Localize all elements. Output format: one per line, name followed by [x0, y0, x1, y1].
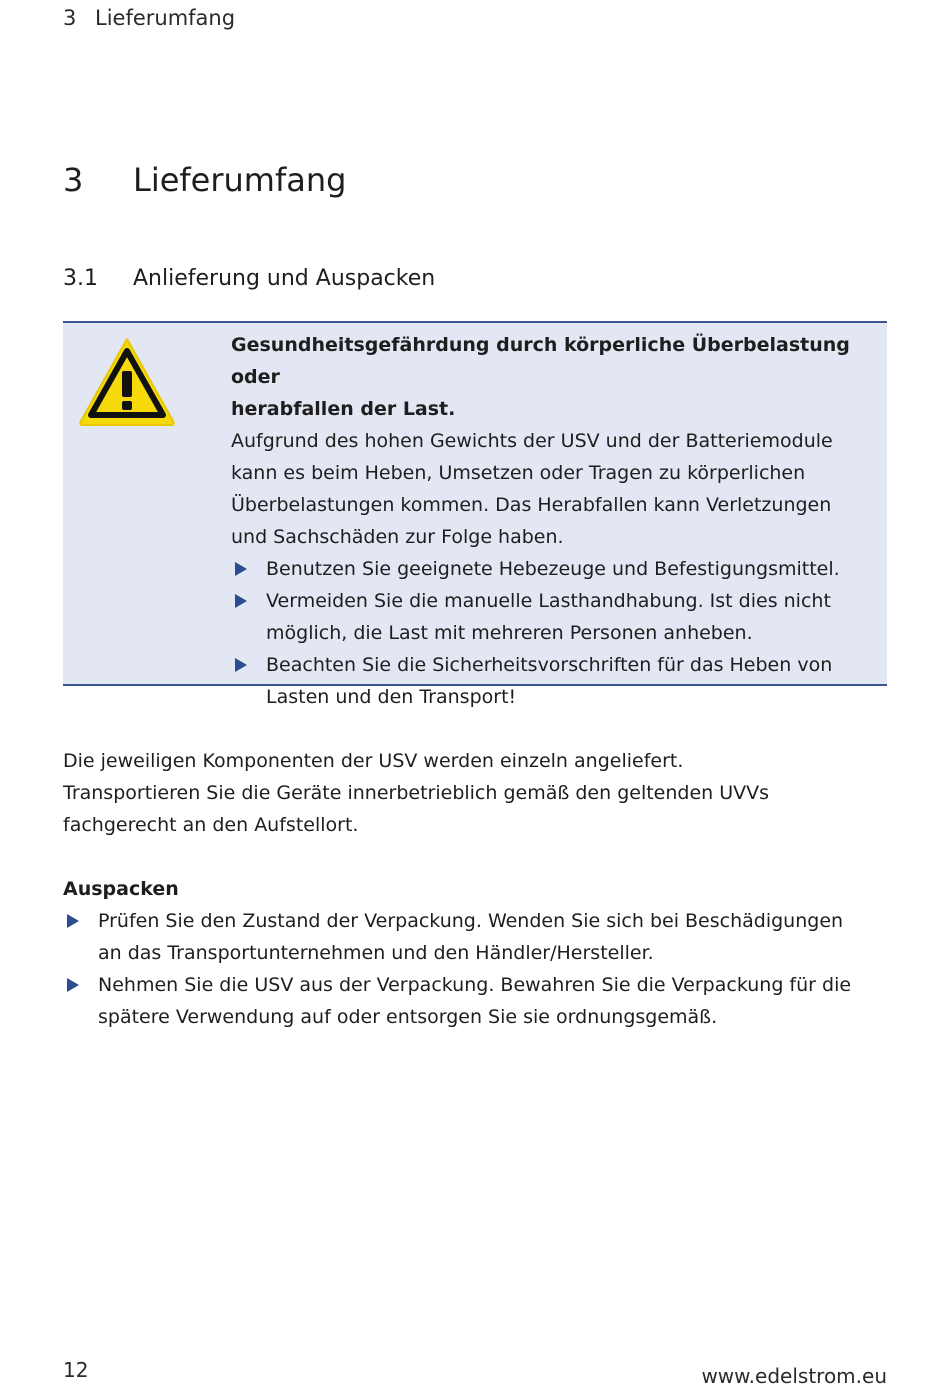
intro-paragraph — [63, 745, 893, 841]
unpacking-heading: Auspacken — [63, 878, 179, 900]
bullet-triangle-icon — [235, 594, 247, 608]
website-url: www.edelstrom.eu — [701, 1364, 887, 1388]
warning-body-line: kann es beim Heben, Umsetzen oder Tragen zu körperlichen — [231, 462, 806, 484]
intro-line: Die jeweiligen Komponenten der USV werden einzeln angeliefert. — [63, 750, 684, 772]
warning-headline-line: herabfallen der Last. — [231, 398, 456, 420]
intro-line: fachgerecht an den Aufstellort. — [63, 814, 359, 836]
chapter-title-text: Lieferumfang — [133, 161, 347, 199]
list-item-line: Benutzen Sie geeignete Hebezeuge und Befestigungsmittel. — [266, 558, 840, 580]
warning-headline — [231, 329, 881, 425]
bullet-triangle-icon — [67, 978, 79, 992]
warning-body-line: Überbelastungen kommen. Das Herabfallen kann Verletzungen — [231, 494, 832, 516]
list-item-line: Prüfen Sie den Zustand der Verpackung. Wenden Sie sich bei Beschädigungen — [98, 910, 844, 932]
section-number: 3.1 — [63, 266, 98, 291]
warning-body — [231, 425, 881, 553]
chapter-title — [63, 158, 346, 202]
list-item-line: Lasten und den Transport! — [266, 686, 517, 708]
running-header — [63, 4, 235, 32]
running-header-number: 3 — [63, 6, 77, 30]
list-item-line: Nehmen Sie die USV aus der Verpackung. Bewahren Sie die Verpackung für die — [98, 974, 852, 996]
bullet-triangle-icon — [67, 914, 79, 928]
warning-box — [63, 321, 887, 708]
list-item-line: Beachten Sie die Sicherheitsvorschriften für das Heben von — [266, 654, 833, 676]
list-item-line: spätere Verwendung auf oder entsorgen Sie sie ordnungsgemäß. — [98, 1006, 718, 1028]
unpacking-bullet-list — [63, 905, 893, 1033]
list-item — [63, 969, 893, 1033]
list-item — [231, 649, 881, 713]
warning-text — [231, 329, 881, 713]
list-item — [231, 585, 881, 649]
bullet-triangle-icon — [235, 658, 247, 672]
section-title — [63, 263, 435, 295]
warning-bullet-list — [231, 553, 881, 713]
warning-body-line: Aufgrund des hohen Gewichts der USV und der Batteriemodule — [231, 430, 833, 452]
list-item-line: Vermeiden Sie die manuelle Lasthandhabung. Ist dies nicht — [266, 590, 831, 612]
running-header-title: Lieferumfang — [95, 6, 236, 30]
section-title-text: Anlieferung und Auspacken — [133, 266, 436, 291]
warning-triangle-icon — [77, 335, 177, 427]
list-item-line: möglich, die Last mit mehreren Personen anheben. — [266, 622, 753, 644]
chapter-number: 3 — [63, 161, 84, 199]
warning-body-line: und Sachschäden zur Folge haben. — [231, 526, 564, 548]
list-item — [231, 553, 881, 585]
bullet-triangle-icon — [235, 562, 247, 576]
list-item — [63, 905, 893, 969]
warning-headline-line: Gesundheitsgefährdung durch körperliche Überbelastung oder — [231, 334, 850, 388]
intro-line: Transportieren Sie die Geräte innerbetrieblich gemäß den geltenden UVVs — [63, 782, 770, 804]
page-number: 12 — [63, 1358, 89, 1382]
list-item-line: an das Transportunternehmen und den Händler/Hersteller. — [98, 942, 654, 964]
